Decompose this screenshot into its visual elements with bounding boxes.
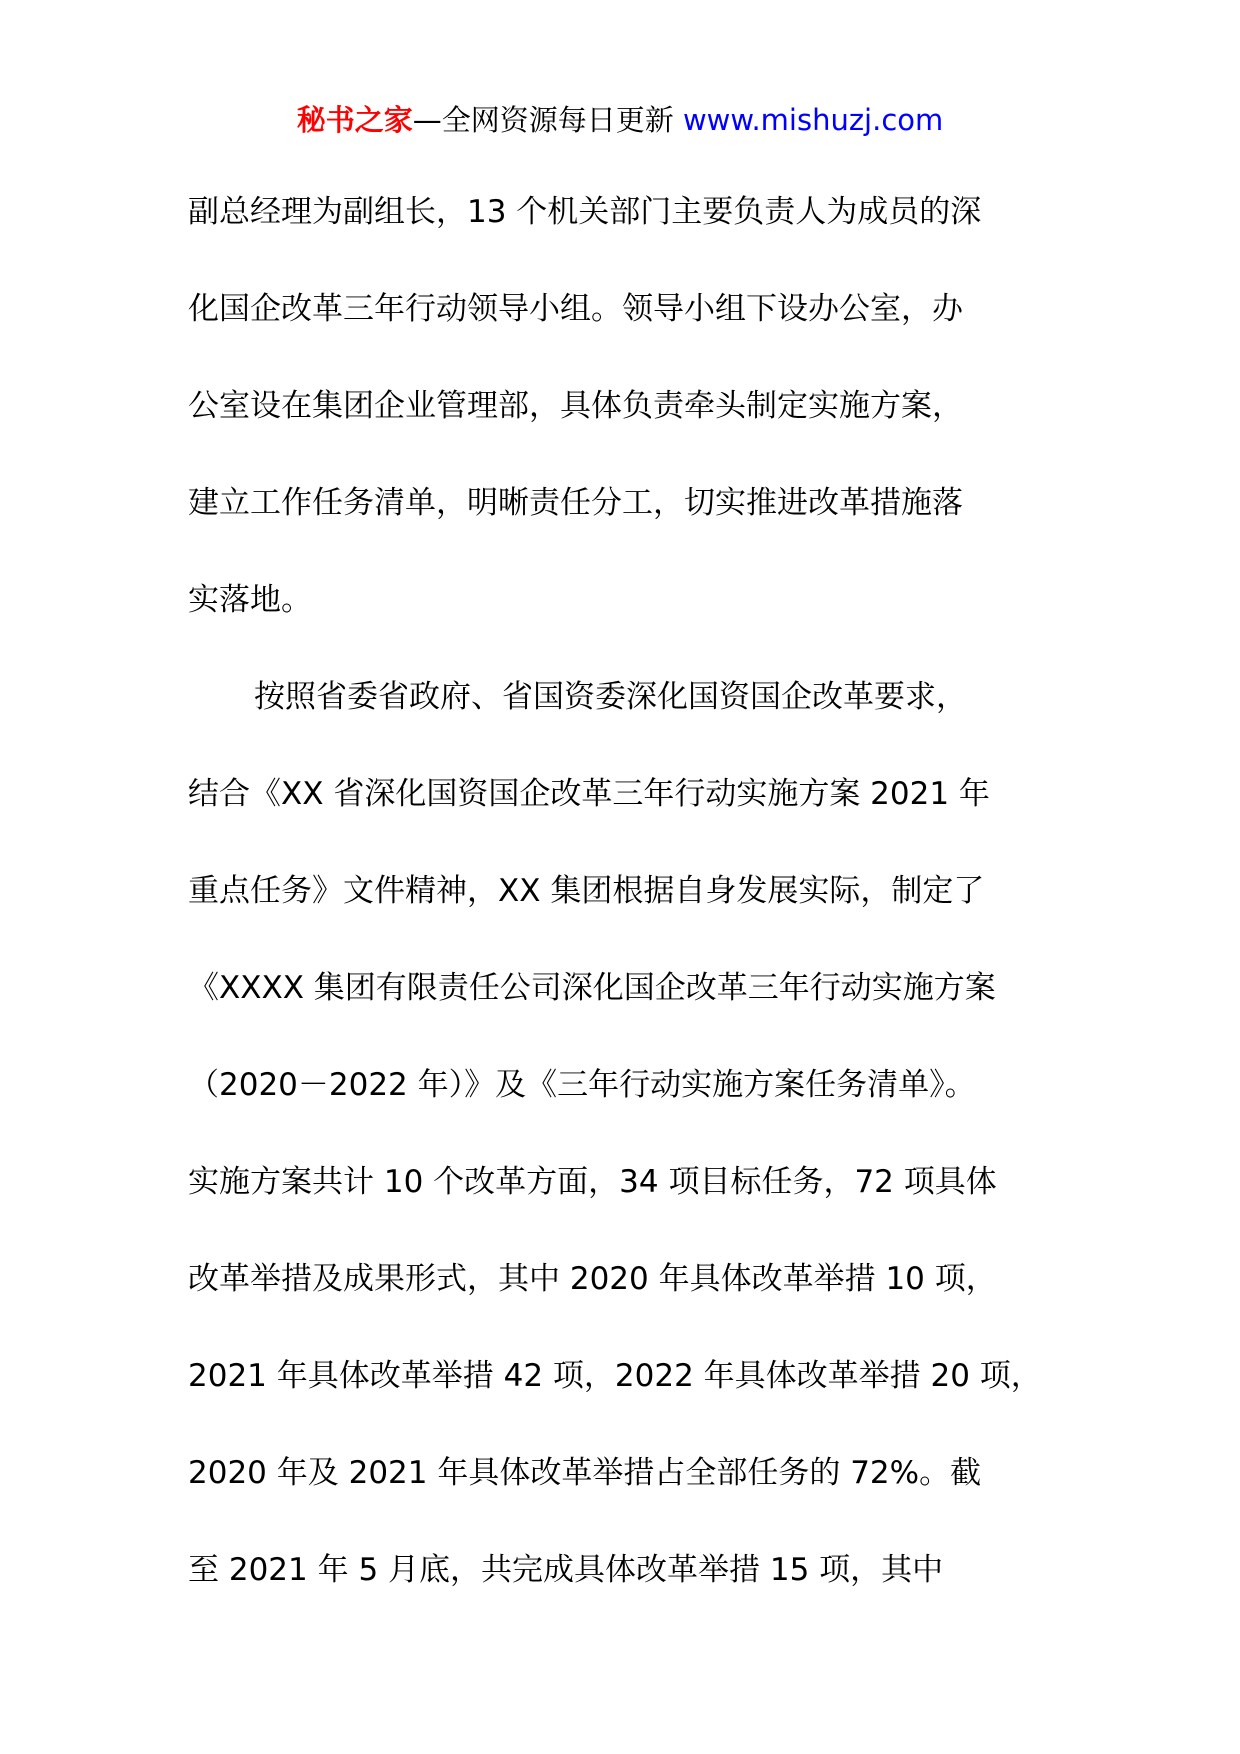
text-line: 改革举措及成果形式，其中 2020 年具体改革举措 10 项， [188, 1261, 997, 1297]
text-line: 《XXXX 集团有限责任公司深化国企改革三年行动实施方案 [188, 970, 996, 1006]
text-line: 化国企改革三年行动领导小组。领导小组下设办公室，办 [188, 291, 963, 327]
text-line: （2020－2022 年）》及《三年行动实施方案任务清单》。 [188, 1067, 976, 1103]
text-line: 实施方案共计 10 个改革方面，34 项目标任务，72 项具体 [188, 1164, 997, 1200]
text-line: 2020 年及 2021 年具体改革举措占全部任务的 72%。截 [188, 1455, 982, 1491]
text-line: 建立工作任务清单，明晰责任分工，切实推进改革措施落 [188, 485, 963, 521]
brand-name: 秘书之家 [296, 103, 413, 137]
page-header [0, 98, 1240, 142]
text-line: 公室设在集团企业管理部，具体负责牵头制定实施方案， [188, 388, 963, 424]
header-tagline: —全网资源每日更新 [412, 103, 683, 137]
document-body [188, 164, 1088, 1619]
text-line: 副总经理为副组长，13 个机关部门主要负责人为成员的深 [188, 194, 982, 230]
text-line: 2021 年具体改革举措 42 项，2022 年具体改革举措 20 项， [188, 1358, 1042, 1394]
text-line: 重点任务》文件精神，XX 集团根据自身发展实际，制定了 [188, 873, 985, 909]
text-line: 至 2021 年 5 月底，共完成具体改革举措 15 项，其中 [188, 1552, 944, 1588]
text-line: 结合《XX 省深化国资国企改革三年行动实施方案 2021 年 [188, 776, 990, 812]
website-link[interactable]: www.mishuzj.com [682, 103, 944, 137]
paragraph-start-line: 按照省委省政府、省国资委深化国资国企改革要求， [254, 679, 967, 715]
text-line: 实落地。 [188, 582, 312, 618]
